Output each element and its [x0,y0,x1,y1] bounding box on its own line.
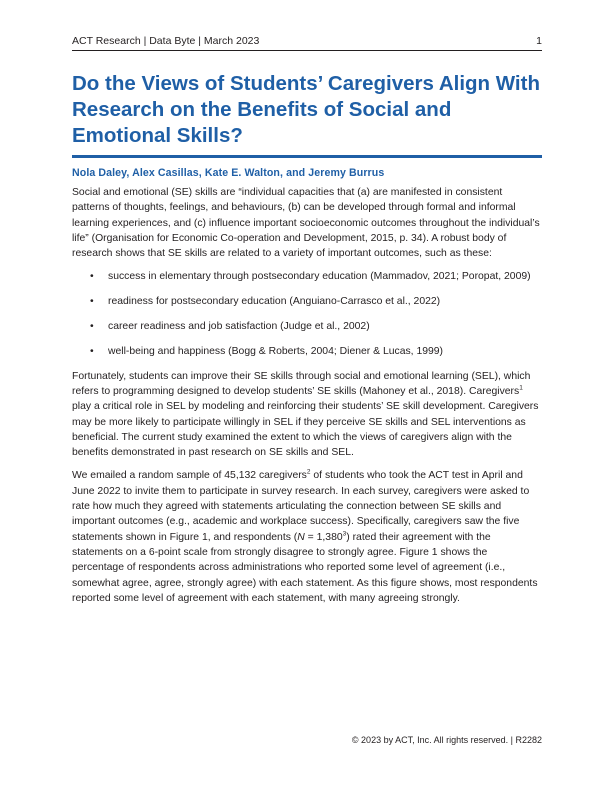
list-item [72,344,542,359]
sel-paragraph [72,369,542,461]
method-text-3: = 1,380 [304,531,343,543]
sel-paragraph-text-2: play a critical role in SEL by modeling and reinforcing their students’ SE skill development. Caregivers may be more likely to participate willingly in SEL if they perceive SE skills and SEL interventions as beneficial. The current study examined the extent to which the views of caregivers align with the benefits demonstrated in past research on SE skills and SEL. [72,401,539,459]
bullet-icon: • [90,296,94,308]
title-line-1: Do the Views of Students’ Caregivers Align With [72,72,540,95]
list-item-text: readiness for postsecondary education (Anguiano-Carrasco et al., 2022) [108,296,441,308]
outcome-list [72,269,542,359]
title-line-2: Research on the Benefits of Social and [72,98,452,121]
article-body [72,185,542,614]
running-header [72,35,542,49]
method-text-2: of students who took the ACT test in April and June 2022 to invite them to participate in survey research. In each survey, caregivers were asked to rate how much they agreed with statements articulating the connection between SE skills and important outcomes (e.g., academic and workplace success). Specifically, caregivers saw the five statements shown in Figure 1, and respondents ( [72,470,530,543]
list-item [72,269,542,284]
author-list: Nola Daley, Alex Casillas, Kate E. Walton, and Jeremy Burrus [72,167,385,179]
running-header-title: ACT Research | Data Byte | March 2023 [72,35,260,47]
list-item [72,319,542,334]
sel-paragraph-text-1: Fortunately, students can improve their SE skills through social and emotional learning (SEL), which refers to programming designed to develop students’ SE skills (Mahoney et al., 2018). Caregivers [72,370,531,397]
title-line-3: Emotional Skills? [72,124,243,147]
page-number: 1 [536,35,542,47]
method-paragraph [72,468,542,606]
list-item-text: well-being and happiness (Bogg & Roberts, 2004; Diener & Lucas, 1999) [108,345,444,357]
bullet-icon: • [90,271,94,283]
footnote-marker-1[interactable]: 1 [519,384,523,392]
list-item-text: career readiness and job satisfaction (Judge et al., 2002) [108,321,370,333]
copyright-footer: © 2023 by ACT, Inc. All rights reserved. | R2282 [351,735,542,745]
title-divider [72,155,542,158]
footnote-marker-2[interactable]: 2 [306,468,311,476]
list-item [72,294,542,309]
bullet-icon: • [90,321,94,333]
sample-size-symbol: N [297,531,305,543]
page-title [72,71,552,149]
list-item-text: success in elementary through postsecondary education (Mammadov, 2021; Poropat, 2009) [108,271,531,283]
method-text-1: We emailed a random sample of 45,132 caregivers [72,470,307,482]
footnote-marker-3[interactable]: 3 [342,530,347,538]
method-text-4: ) rated their agreement with the statements on a 6-point scale from strongly disagree to strongly agree. Figure 1 shows the percentage of respondents across administrations who reported some level of agreement (i.e., somewhat agree, agree, strongly agree) with each statement. As this figure shows, most respondents reported some level of agreement with each statement, with many agreeing strongly. [72,531,538,604]
header-divider [72,50,542,51]
intro-paragraph: Social and emotional (SE) skills are “individual capacities that (a) are manifested in consistent patterns of thoughts, feelings, and behaviours, (b) can be developed through formal and informal learning experiences, and (c) influence important socioeconomic outcomes throughout the individual’s life” (Organisation for Economic Co-operation and Development, 2015, p. 34). A robust body of research shows that SE skills are related to a variety of important outcomes, such as these: [72,187,540,260]
bullet-icon: • [90,345,94,357]
